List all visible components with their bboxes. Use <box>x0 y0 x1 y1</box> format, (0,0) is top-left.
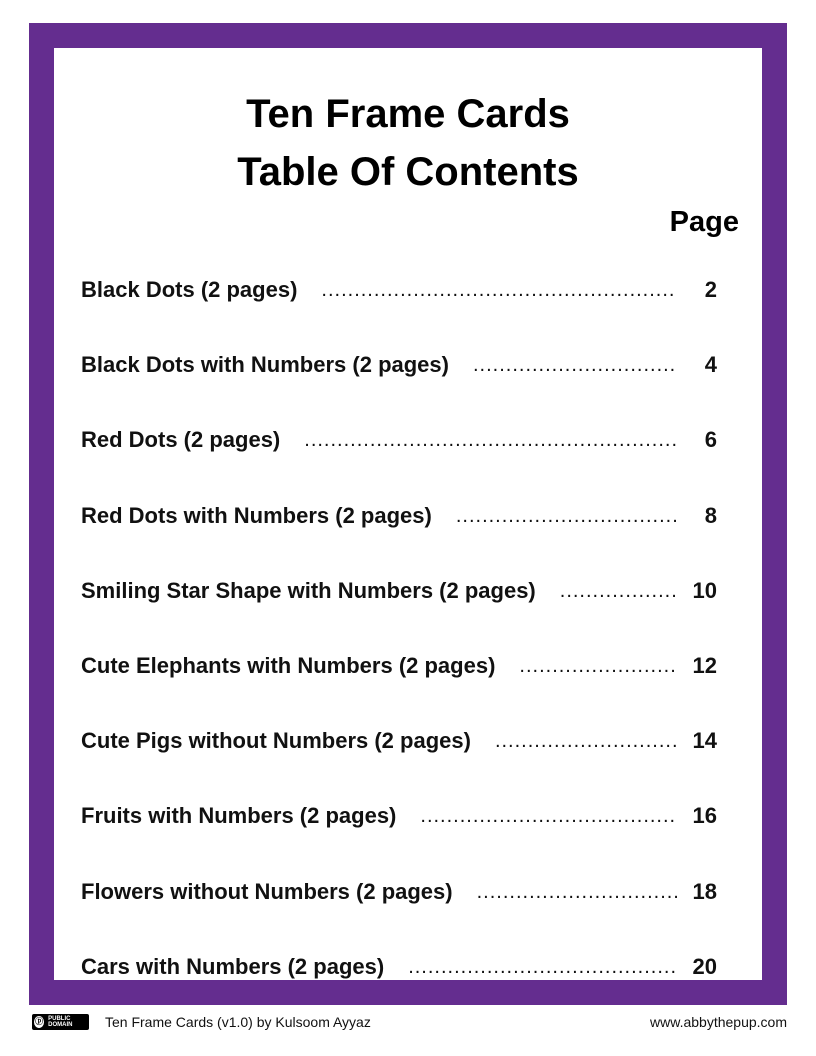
toc-entry[interactable] <box>81 801 717 876</box>
toc-entry[interactable] <box>81 350 717 425</box>
page-border <box>29 23 787 1005</box>
toc-entry-title: Cute Elephants with Numbers (2 pages) <box>81 652 496 678</box>
toc-entry-page: 18 <box>692 878 717 904</box>
document-title: Ten Frame Cards <box>246 92 570 136</box>
toc-entry-title: Black Dots with Numbers (2 pages) <box>81 352 449 378</box>
dot-leader <box>495 726 677 756</box>
toc-entry-title: Red Dots with Numbers (2 pages) <box>81 502 432 528</box>
dot-leader <box>420 801 677 831</box>
toc-entry-title: Fruits with Numbers (2 pages) <box>81 803 397 829</box>
toc-entry[interactable] <box>81 877 717 952</box>
dot-leader <box>519 651 677 681</box>
toc-entry[interactable] <box>81 501 717 576</box>
dot-leader <box>473 350 677 380</box>
toc-entry-title: Cars with Numbers (2 pages) <box>81 953 385 979</box>
dot-leader <box>456 501 677 531</box>
toc-entry[interactable] <box>81 576 717 651</box>
dot-leader <box>560 576 677 606</box>
toc-entry-title: Cute Pigs without Numbers (2 pages) <box>81 728 471 754</box>
public-domain-icon: ⓟ <box>35 1017 44 1026</box>
toc-entry-page: 2 <box>704 277 717 302</box>
badge-text: PUBLIC DOMAIN <box>48 1016 73 1028</box>
dot-leader <box>321 275 677 305</box>
toc-entry-page: 20 <box>692 953 717 979</box>
dot-leader <box>477 877 677 907</box>
toc-entry-page: 6 <box>704 427 717 453</box>
toc-entry[interactable] <box>81 651 717 726</box>
toc-entry[interactable] <box>81 275 717 350</box>
toc-entry-page: 12 <box>692 652 717 678</box>
toc-entry-title: Smiling Star Shape with Numbers (2 pages) <box>81 577 536 603</box>
dot-leader <box>408 952 677 982</box>
toc-entry-title: Black Dots (2 pages) <box>81 277 298 302</box>
toc-entry-page: 16 <box>692 803 717 829</box>
toc-entry[interactable] <box>81 726 717 801</box>
table-of-contents <box>81 275 717 1027</box>
dot-leader <box>304 425 677 455</box>
toc-entry-page: 4 <box>704 352 717 378</box>
page-column-header: Page <box>669 206 739 238</box>
toc-entry-page: 10 <box>692 577 717 603</box>
toc-entry-title: Flowers without Numbers (2 pages) <box>81 878 453 904</box>
public-domain-badge <box>32 1014 89 1030</box>
footer-website-link[interactable]: www.abbythepup.com <box>650 1014 787 1030</box>
toc-entry-page: 8 <box>704 502 717 528</box>
footer-attribution: Ten Frame Cards (v1.0) by Kulsoom Ayyaz <box>105 1014 371 1030</box>
toc-entry[interactable] <box>81 425 717 500</box>
toc-entry-page: 14 <box>692 728 717 754</box>
page-footer <box>29 1011 787 1033</box>
toc-entry-title: Red Dots (2 pages) <box>81 427 281 453</box>
document-subtitle: Table Of Contents <box>237 150 579 194</box>
